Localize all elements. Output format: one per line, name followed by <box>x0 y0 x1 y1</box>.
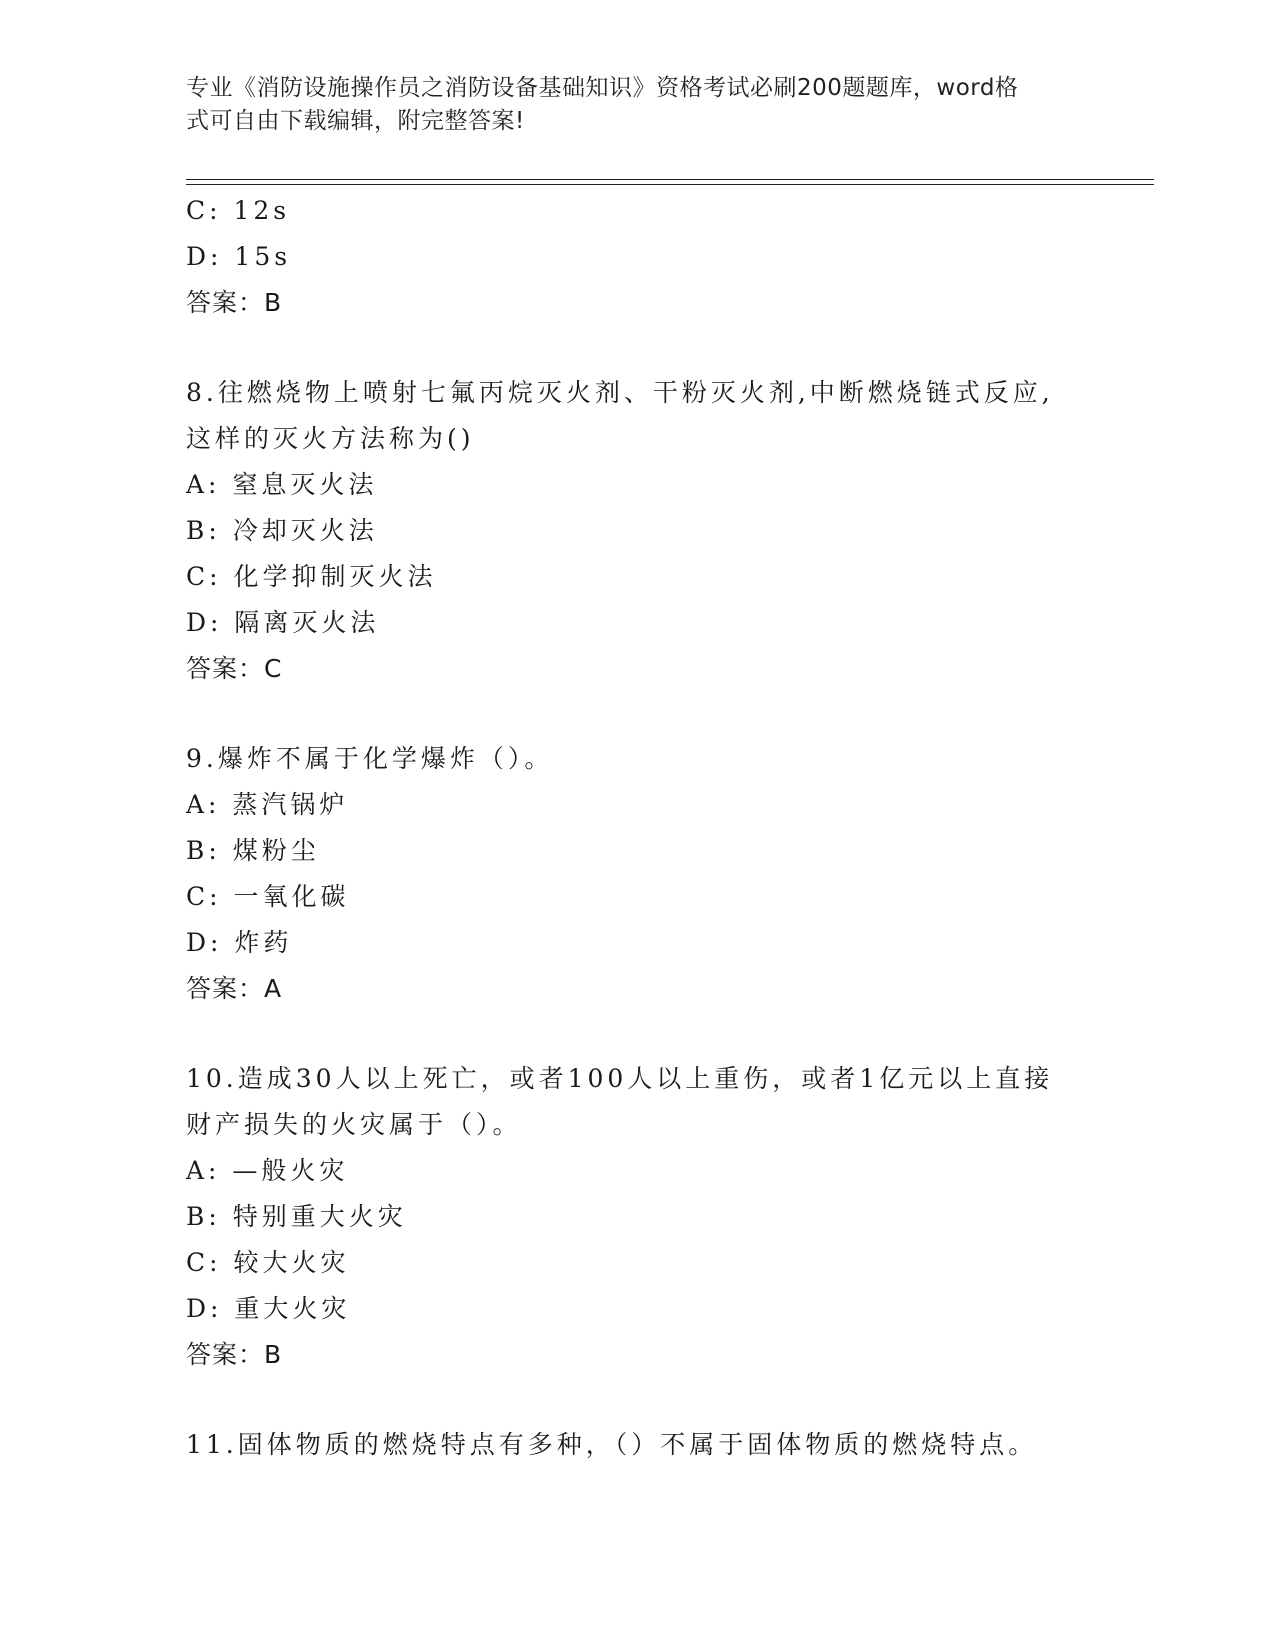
header-rule-bottom <box>186 184 1154 185</box>
q8-option-c: C: 化学抑制灭火法 <box>186 562 437 591</box>
q9-stem-line-1: 9.爆炸不属于化学爆炸（）。 <box>186 744 554 773</box>
q9-option-d: D: 炸药 <box>186 928 293 957</box>
question-10 <box>186 1056 1086 1378</box>
spacer <box>186 692 1086 736</box>
q7-option-d: D: 15s <box>186 242 292 271</box>
q10-option-d: D: 重大火灾 <box>186 1294 351 1323</box>
q8-stem-line-1: 8.往燃烧物上喷射七氟丙烷灭火剂、干粉灭火剂,中断燃烧链式反应, <box>186 378 1054 407</box>
q8-option-a: A: 窒息灭火法 <box>186 470 378 499</box>
spacer <box>186 1012 1086 1056</box>
q9-option-a: A: 蒸汽锅炉 <box>186 790 349 819</box>
question-11 <box>186 1422 1086 1468</box>
q11-stem-line-1: 11.固体物质的燃烧特点有多种，（）不属于固体物质的燃烧特点。 <box>186 1430 1038 1459</box>
q9-answer: 答案：A <box>186 974 283 1003</box>
q10-answer: 答案：B <box>186 1340 283 1369</box>
q8-stem-line-2: 这样的灭火方法称为() <box>186 424 475 453</box>
q7-option-c: C: 12s <box>186 196 291 225</box>
q10-option-c: C: 较大火灾 <box>186 1248 350 1277</box>
q9-option-b: B: 煤粉尘 <box>186 836 320 865</box>
question-list <box>186 188 1086 1468</box>
q10-option-a: A: —般火灾 <box>186 1156 349 1185</box>
q9-option-c: C: 一氧化碳 <box>186 882 350 911</box>
spacer <box>186 1378 1086 1422</box>
q10-stem-line-2: 财产损失的火灾属于（）。 <box>186 1110 522 1139</box>
question-7 <box>186 188 1086 326</box>
q8-option-b: B: 冷却灭火法 <box>186 516 378 545</box>
q10-option-b: B: 特别重大火灾 <box>186 1202 407 1231</box>
page-header <box>186 72 1066 138</box>
question-9 <box>186 736 1086 1012</box>
question-8 <box>186 370 1086 692</box>
header-line-2: 式可自由下载编辑，附完整答案! <box>186 108 525 134</box>
q10-stem-line-1: 10.造成30人以上死亡，或者100人以上重伤，或者1亿元以上直接 <box>186 1064 1054 1093</box>
header-line-1: 专业《消防设施操作员之消防设备基础知识》资格考试必刷200题题库，word格 <box>186 75 1019 101</box>
q8-option-d: D: 隔离灭火法 <box>186 608 380 637</box>
q8-answer: 答案：C <box>186 654 283 683</box>
q7-answer: 答案：B <box>186 288 283 317</box>
header-rule-top <box>186 179 1154 180</box>
spacer <box>186 326 1086 370</box>
